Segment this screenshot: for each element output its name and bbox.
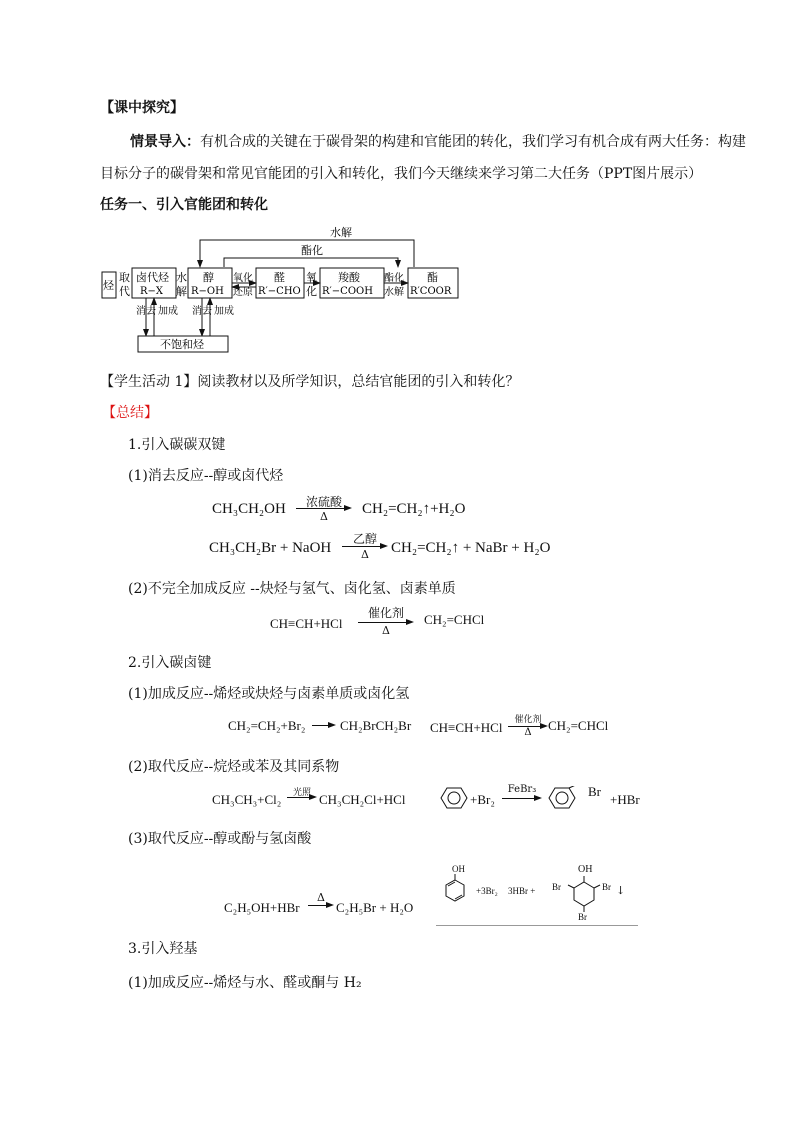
eq5-delta: Δ xyxy=(524,727,532,738)
intro-line-2: 目标分子的碳骨架和常见官能团的引入和转化，我们今天继续来学习第二大任务（PPT图片展示） xyxy=(100,166,703,182)
box-ester-formula: R′COOR xyxy=(410,286,452,297)
eq3-arrow xyxy=(358,604,414,636)
tribromophenol-icon xyxy=(566,876,602,916)
tribromophenol-br-right: Br xyxy=(602,882,611,892)
summary-heading: 【总结】 xyxy=(102,405,158,421)
vertical-add-2: 加成 xyxy=(214,306,234,317)
s1-sub2: (2)不完全加成反应 --炔烃与氢气、卤化氢、卤素单质 xyxy=(128,581,456,597)
eq4-left: CH₂=CH₂+Br₂ xyxy=(228,718,306,733)
activity-heading: 【学生活动 1】阅读教材以及所学知识，总结官能团的引入和转化？ xyxy=(100,374,520,390)
eq2-arrow xyxy=(342,530,388,560)
eq2-delta: Δ xyxy=(361,548,369,561)
eq6-cond: 光照 xyxy=(292,788,311,798)
between-substitution-1: 取 xyxy=(119,271,130,284)
bromobenzene-icon xyxy=(548,786,590,810)
eq1-cond: 浓硫酸 xyxy=(305,495,342,509)
box-aldehyde-formula: R′−CHO xyxy=(258,286,301,297)
phenol-reagent: +3Br₂ xyxy=(476,886,498,896)
phenol-reaction xyxy=(436,864,638,926)
eq6-left: CH₃CH₃+Cl₂ xyxy=(212,792,282,807)
s2-sub1: (1)加成反应--烯烃或炔烃与卤素单质或卤化氢 xyxy=(128,686,410,702)
s2-sub2: (2)取代反应--烷烃或苯及其同系物 xyxy=(128,759,340,775)
s2-sub3: (3)取代反应--醇或酚与氢卤酸 xyxy=(128,831,312,847)
benzene-icon xyxy=(440,786,468,810)
phenol-product-hbr: 3HBr + xyxy=(508,886,536,896)
eq1-left: CH₃CH₂OH xyxy=(212,501,286,517)
tribromophenol-oh: OH xyxy=(578,864,593,875)
s3-sub1: (1)加成反应--烯烃与水、醛或酮与 H₂ xyxy=(128,975,362,991)
box-aldehyde-name: 醛 xyxy=(274,271,285,284)
between-hydrolysis-1: 水 xyxy=(176,271,187,284)
between-oxidation: 氧化 xyxy=(233,273,253,284)
eq4-arrow xyxy=(312,718,336,732)
eq7-arrow xyxy=(502,784,542,806)
eq3-delta: Δ xyxy=(382,624,390,637)
eq6-arrow xyxy=(287,785,317,807)
intro-label: 情景导入： xyxy=(130,134,200,150)
eq1-delta: Δ xyxy=(320,510,328,523)
eq8-delta: Δ xyxy=(317,891,325,904)
eq5-left: CH≡CH+HCl xyxy=(430,720,503,735)
top-label-hydrolysis: 水解 xyxy=(330,226,352,239)
vertical-elim-2: 消去 xyxy=(192,306,212,317)
eq1-arrow xyxy=(296,493,352,523)
box-alcohol-formula: R−OH xyxy=(191,286,224,297)
phenol-icon xyxy=(444,874,466,904)
tribromophenol-br-left: Br xyxy=(552,882,561,892)
eq5-right: CH₂=CHCl xyxy=(548,718,609,733)
eq8-left: C₂H₅OH+HBr xyxy=(224,900,300,915)
task1-heading: 任务一、引入官能团和转化 xyxy=(100,197,268,213)
section-title: 【课中探究】 xyxy=(100,100,184,116)
eq2-cond: 乙醇 xyxy=(352,532,377,546)
box-haloalkane-formula: R−X xyxy=(140,286,164,297)
eq7-reagent: +Br₂ xyxy=(470,792,495,807)
top-label-esterification: 酯化 xyxy=(301,244,323,257)
s2-title: 2.引入碳卤键 xyxy=(128,655,212,671)
precipitate-arrow: ↓ xyxy=(616,884,626,897)
eq5-arrow xyxy=(508,712,548,742)
s1-sub1: (1)消去反应--醇或卤代烃 xyxy=(128,468,284,484)
between-esterify: 酯化 xyxy=(384,273,404,284)
eq1-right: CH₂=CH₂↑+H₂O xyxy=(362,501,466,517)
between-hydrolysis-2: 解 xyxy=(176,285,187,298)
eq3-left: CH≡CH+HCl xyxy=(270,616,343,631)
eq2-left: CH₃CH₂Br + NaOH xyxy=(209,540,332,556)
box-ester-name: 酯 xyxy=(427,271,438,284)
between-oxidize-2: 化 xyxy=(306,285,317,298)
box-hydrocarbon-label: 烃 xyxy=(103,279,114,292)
eq8-right: C₂H₅Br + H₂O xyxy=(336,900,414,915)
eq4-right: CH₂BrCH₂Br xyxy=(340,718,412,733)
eq3-right: CH₂=CHCl xyxy=(424,612,485,627)
box-acid-formula: R′−COOH xyxy=(322,286,373,297)
vertical-elim-1: 消去 xyxy=(136,306,156,317)
eq7-cond: FeBr₃ xyxy=(507,784,537,795)
intro-text-1: 有机合成的关键在于碳骨架的构建和官能团的转化，我们学习有机合成有两大任务：构建 xyxy=(200,134,746,150)
eq7-br: Br xyxy=(588,784,601,799)
box-unsaturated-label: 不饱和烃 xyxy=(160,338,204,351)
eq2-right: CH₂=CH₂↑ + NaBr + H₂O xyxy=(391,540,551,556)
between-oxidize-1: 氧 xyxy=(306,271,317,284)
between-substitution-2: 代 xyxy=(119,285,130,298)
between-reduction: 还原 xyxy=(233,287,253,298)
box-alcohol-name: 醇 xyxy=(203,271,214,284)
tribromophenol-br-bottom: Br xyxy=(578,912,587,922)
eq5-cond: 催化剂 xyxy=(514,715,542,725)
functional-group-diagram xyxy=(98,222,464,356)
eq7-right: +HBr xyxy=(610,792,640,807)
eq6-right: CH₃CH₂Cl+HCl xyxy=(319,792,406,807)
phenol-oh: OH xyxy=(452,864,465,874)
box-haloalkane-name: 卤代烃 xyxy=(136,271,169,284)
between-hydrolyze: 水解 xyxy=(384,287,404,298)
s1-title: 1.引入碳碳双键 xyxy=(128,437,226,453)
s3-title: 3.引入羟基 xyxy=(128,941,198,957)
vertical-add-1: 加成 xyxy=(158,306,178,317)
box-acid-name: 羧酸 xyxy=(338,271,360,284)
eq8-arrow xyxy=(308,893,334,913)
intro-line-1 xyxy=(130,131,746,151)
eq3-cond: 催化剂 xyxy=(367,606,404,620)
